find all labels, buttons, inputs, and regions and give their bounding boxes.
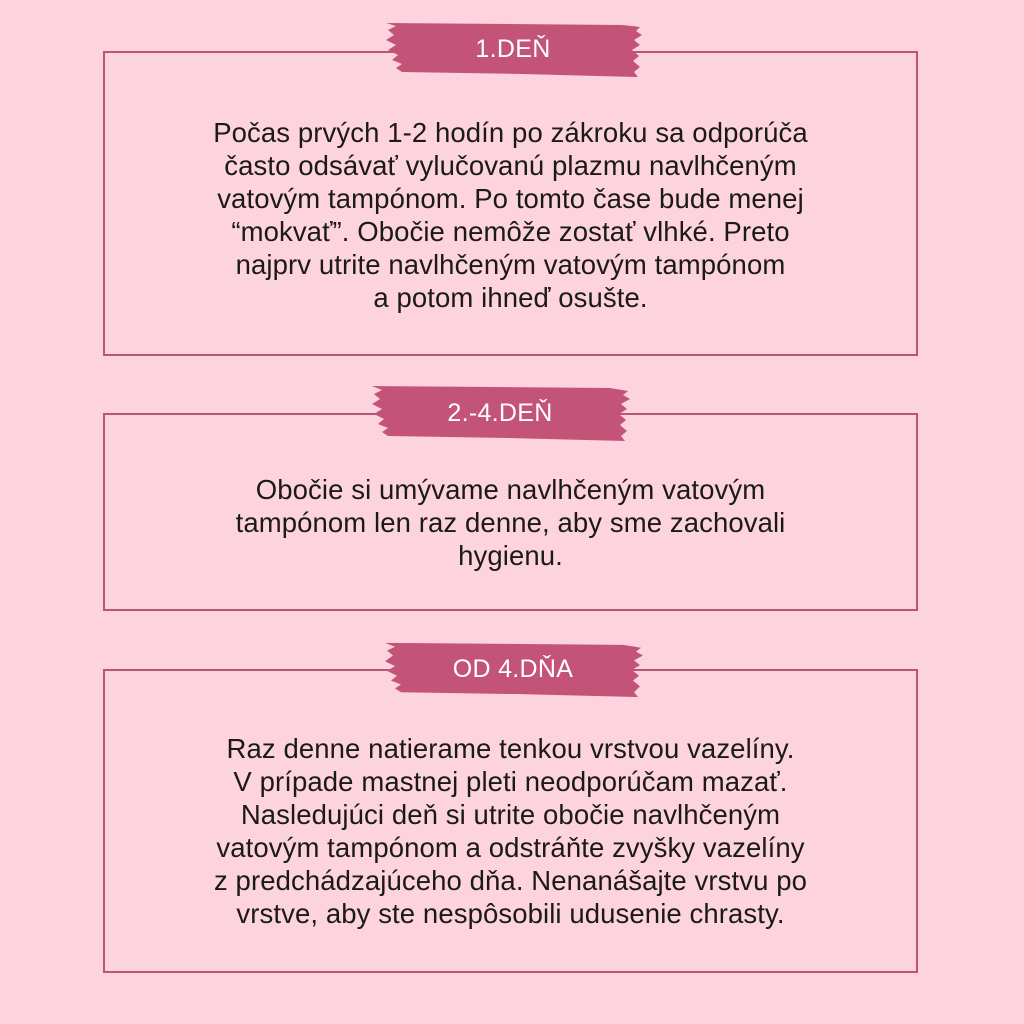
body-line: vatovým tampónom a odstráňte zvyšky vazelíny [216, 832, 805, 863]
body-line: “mokvať”. Obočie nemôže zostať vlhké. Preto [231, 215, 790, 247]
body-line: najprv utrite navlhčeným vatovým tampónom [235, 248, 786, 280]
section-card-day-1 [103, 51, 918, 356]
body-line: často odsávať vylučovanú plazmu navlhčeným [224, 149, 797, 181]
section-label-tape-day-1 [382, 20, 644, 78]
section-body-from-day-4 [194, 712, 827, 930]
body-line: a potom ihneď osušte. [373, 281, 648, 313]
body-line: Počas prvých 1-2 hodín po zákroku sa odporúča [213, 116, 808, 148]
section-body-day-1 [193, 94, 828, 314]
section-label: 2.-4.DEŇ [447, 398, 553, 427]
body-line: hygienu. [458, 539, 563, 571]
body-line: Nasledujúci deň si utrite obočie navlhčeným [240, 799, 781, 830]
section-card-days-2-4 [103, 413, 918, 611]
body-line: tampónom len raz denne, aby sme zachovali [235, 506, 786, 538]
body-line: V prípade mastnej pleti neodporúčam mazať. [233, 766, 788, 797]
section-label: 1.DEŇ [475, 34, 551, 63]
body-line: Raz denne natierame tenkou vrstvou vazelíny. [226, 733, 795, 764]
body-line: vatovým tampónom. Po tomto čase bude menej [217, 182, 804, 214]
body-line: z predchádzajúceho dňa. Nenanášajte vrstvu po [213, 865, 808, 896]
section-card-from-day-4 [103, 669, 918, 973]
section-label-tape-from-day-4 [381, 640, 645, 698]
section-label: OD 4.DŇA [452, 654, 574, 683]
body-line: vrstve, aby ste nespôsobili udusenie chrasty. [236, 898, 785, 929]
section-body-days-2-4 [216, 453, 806, 572]
body-line: Obočie si umývame navlhčeným vatovým [255, 473, 766, 505]
section-label-tape-days-2-4 [368, 384, 632, 442]
